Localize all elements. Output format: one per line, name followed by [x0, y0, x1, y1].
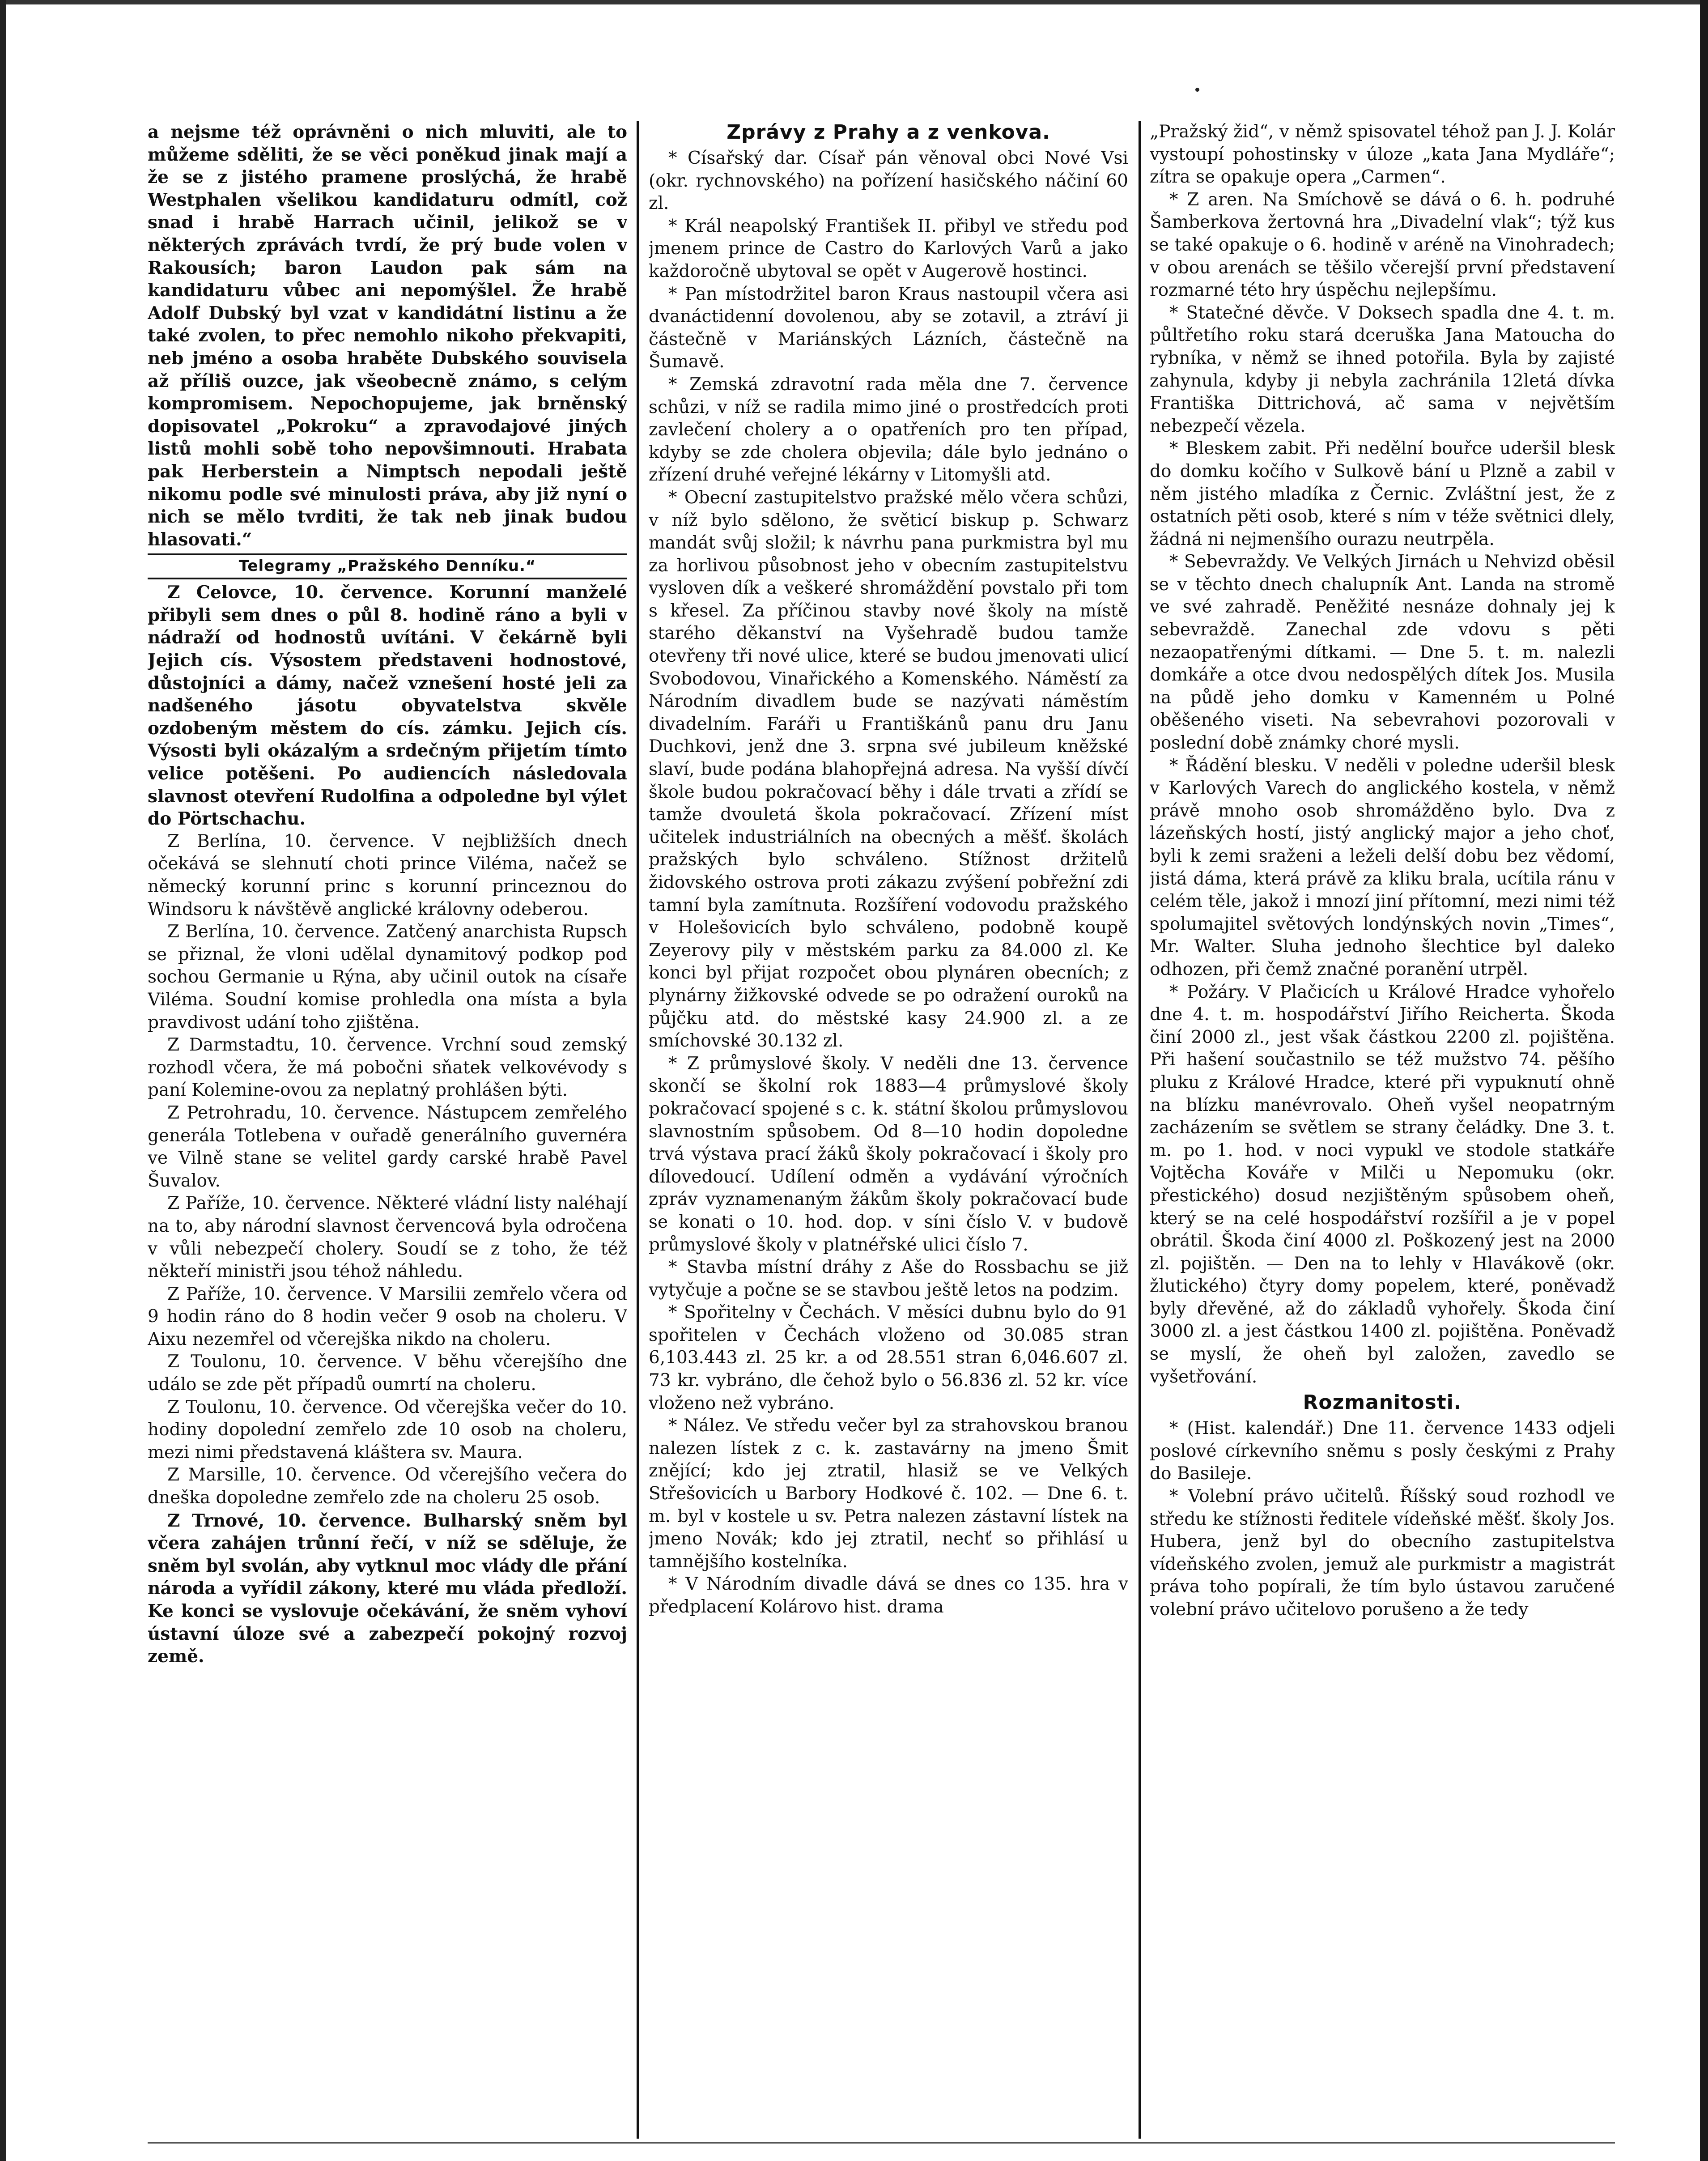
section-divider: [148, 553, 627, 555]
scan-top-edge: [0, 0, 1708, 4]
telegram-item: Z Berlína, 10. července. V nejbližších dnech očekává se slehnutí choti prince Viléma, načež se německý korunní princ s korunní princeznou do Windsoru k návštěvě anglické královny odeberou.: [148, 831, 627, 919]
telegram-item: Z Berlína, 10. července. Zatčený anarchista Rupsch se přiznal, že vloni udělal dynamitový podkop pod sochou Germanie u Rýna, aby učinil outok na císaře Viléma. Soudní komise prohledla ona místa a byla pravdivost udání toho zjištěna.: [148, 922, 627, 1033]
news-item: „Pražský žid“, v němž spisovatel téhož pan J. J. Kolár vystoupí pohostinsky v úloze „kata Jana Mydláře“; zítra se opakuje opera „Carmen“.: [1150, 122, 1615, 187]
news-item: * Z aren. Na Smíchově se dává o 6. h. podruhé Šamberkova žertovná hra „Divadelní vlak“; týž kus se také opakuje o 6. hodině v aréně na Vinohradech; v obou arenách se těšilo včerejší první představení rozmarné této hry úspěchu nejlepšímu.: [1150, 189, 1615, 301]
telegram-item: Z Paříže, 10. července. Některé vládní listy naléhají na to, aby národní slavnost červencová byla odročena v vůli nebezpečí cholery. Soudí se z toho, že též někteří ministři jsou téhož náhledu.: [148, 1193, 627, 1282]
telegram-section-heading: Telegramy „Pražského Denníku.“: [238, 557, 536, 575]
news-item: * Spořitelny v Čechách. V měsíci dubnu bylo do 91 spořitelen v Čechách vloženo od 30.085 stran 6,103.443 zl. 25 kr. a od 28.551 stran 6,046.607 zl. 73 kr. vybráno, dle čehož bylo o 56.836 zl. 52 kr. více vloženo než vybráno.: [649, 1302, 1128, 1413]
column-middle: [649, 121, 1128, 2139]
page-bottom-rule: [148, 2142, 1615, 2144]
column-right: [1150, 121, 1615, 2139]
scan-right-edge: [1700, 0, 1708, 2161]
news-item: * (Hist. kalendář.) Dne 11. července 1433 odjeli poslové církevního sněmu s posly českými z Prahy do Basileje.: [1150, 1418, 1615, 1484]
column-rule: [1139, 121, 1141, 2139]
news-item: * Statečné děvče. V Doksech spadla dne 4. t. m. půltřetího roku stará dceruška Jana Matoucha do rybníka, v němž se ihned potořila. Byla by zajisté zahynula, kdyby ji nebyla zachránila 12letá dívka Františka Dittrichová, ač sama v největším nebezpečí vězela.: [1150, 302, 1615, 436]
telegram-item: Z Toulonu, 10. července. Od včerejška večer do 10. hodiny dopolední zemřelo zde 10 osob na choleru, mezi nimi představená kláštera sv. Maura.: [148, 1397, 627, 1463]
news-item: * Řádění blesku. V neděli v poledne uderšil blesk v Karlových Varech do anglického kostela, v němž právě mnoho osob shromážděno bylo. Dva z lázeňských hostí, jistý anglický major a jeho choť, byli k zemi sraženi a leželi delší dobu bez vědomí, jistá dáma, která právě za kliku brala, ucítila ránu v celém těle, jakož i mnozí jiní přítomní, mezi nimi též spolumajitel světových londýnských novin „Times“, Mr. Walter. Sluha jednoho šlechtice byl daleko odhozen, při čemž značné poranění utrpěl.: [1150, 755, 1615, 979]
news-item: * Pan místodržitel baron Kraus nastoupil včera asi dvanáctidenní dovolenou, aby se zotavil, a ztráví ji částečně v Mariánských Lázních, částečně na Šumavě.: [649, 284, 1128, 372]
telegram-item: Z Petrohradu, 10. července. Nástupcem zemřelého generála Totlebena v ouřadě generálního guvernéra ve Vilně stane se velitel gardy carské hrabě Pavel Šuvalov.: [148, 1102, 627, 1191]
section-heading-prague-news: Zprávy z Prahy a z venkova.: [727, 121, 1050, 144]
news-item: * Stavba místní dráhy z Aše do Rossbachu se již vytyčuje a počne se se stavbou ještě letos na podzim.: [649, 1257, 1128, 1300]
telegram-item: Z Celovce, 10. července. Korunní manželé přibyli sem dnes o půl 8. hodině ráno a byli v nádraží od hodnostů uvítáni. V čekárně byli Jejich cís. Výsostem představeni hodnostové, důstojníci a dámy, načež vznešení hosté jeli za nadšeného jásotu obyvatelstva skvěle ozdobeným městem do cís. zámku. Jejich cís. Výsosti byli okázalým a srdečným přijetím tímto velice potěšeni. Po audiencích následovala slavnost otevření Rudolfina a odpoledne byl výlet do Pörtschachu.: [148, 582, 627, 830]
telegram-item: Z Trnové, 10. července. Bulharský sněm byl včera zahájen trůnní řečí, v níž se sděluje, že sněm byl svolán, aby vytknul moc vlády dle přání národa a vyřídil zákony, které mu vláda předloží. Ke konci se vyslovuje očekávání, že sněm vyhoví ústavní úloze své a zabezpečí pokojný rozvoj země.: [148, 1510, 627, 1667]
news-item: * Nález. Ve středu večer byl za strahovskou branou nalezen lístek z c. k. zastavárny na jmeno Šmit znějící; kdo jej ztratil, hlasiž se ve Velkých Střešovicích u Barbory Hodkové č. 102. — Dne 6. t. m. byl v kostele u sv. Petra nalezen zástavní lístek na jmeno Novák; kdo jej ztratil, nechť so přihlásí u tamnějšího kostelníka.: [649, 1416, 1128, 1572]
column-left: [148, 121, 627, 2139]
news-item: * Sebevraždy. Ve Velkých Jirnách u Nehvizd oběsil se v těchto dnech chalupník Ant. Landa na stromě ve své zahradě. Peněžité nesnáze dohnaly jej k sebevraždě. Zanechal zde vdovu s pěti nezaopatřenými dítkami. — Dne 5. t. m. nalezli domkáře a otce dvou nedospělých dítek Jos. Musila na půdě jeho domku v Kamenném u Polné oběšeného viseti. Na sebevrahovi pozorovali v poslední době známky choré mysli.: [1150, 552, 1615, 753]
scan-left-edge: [0, 0, 6, 2161]
news-item: * Z průmyslové školy. V neděli dne 13. července skončí se školní rok 1883—4 průmyslové školy pokračovací spojené s c. k. státní školou průmyslovou slavnostním spůsobem. Od 8—10 hodin dopoledne trvá výstava prací žáků školy pokračovací i školy pro dílovedoucí. Udílení odměn a vydávání výročních zpráv vyznamenaným žákům školy pokračovací bude se konati o 10. hod. dop. v síni číslo V. v budově průmyslové školy v platnéřské ulici číslo 7.: [649, 1053, 1128, 1255]
section-heading-miscellany: Rozmanitosti.: [1303, 1391, 1462, 1414]
news-item: * Požáry. V Plačicích u Králové Hradce vyhořelo dne 4. t. m. hospodářství Jiřího Reicherta. Škoda činí 2000 zl., jest však částkou 2200 zl. pojištěna. Při hašení součastnilo se též mužstvo 74. pěšího pluku z Králové Hradce, které při vypuknutí ohně na blízku manévrovalo. Oheň vyšel neopatrným zacházením se světlem se strany čeládky. Dne 3. t. m. po 1. hod. v noci vypukl ve stodole statkáře Vojtěcha Kováře v Milči u Nepomuku (okr. přestického) dosud nezjištěným spůsobem oheň, který se na celé hospodářství rozšířil a je v popel obrátil. Škoda činí 4000 zl. Poškozený jest na 2000 zl. pojištěn. — Den na to lehly v Hlavákově (okr. žlutického) čtyry domy popelem, které, poněvadž byly dřevěné, až do základů vyhořely. Škoda činí 3000 zl. a jest částkou 1400 zl. pojištěna. Poněvadž se myslí, že oheň byl založen, zavedlo se vyšetřování.: [1150, 982, 1615, 1387]
news-item: * Obecní zastupitelstvo pražské mělo včera schůzi, v níž bylo sdělono, že světicí biskup p. Schwarz mandát svůj složil; k návrhu pana purkmistra byl mu za horlivou působnost jeho v obecním zastupitelstvu vysloven dík a veškeré shromáždění povstalo při tom s křesel. Za příčinou stavby nové školy na místě starého děkanství na Vyšehradě budou tamže otevřeny tři nové ulice, které se budou jmenovati ulicí Svobodovou, Vinařického a Komenského. Náměstí za Národním divadlem bude se nazývati náměstím divadelním. Faráři u Františkánů panu dru Janu Duchkovi, jenž dne 3. srpna své jubileum kněžské slaví, bude podána blahopřejná adresa. Na vyšší dívčí škole budou pokračovací běhy i dále trvati a zřídí se tamže dvouletá škola pokračovací. Zřízení míst učitelek industriálních na obecných a měšť. školách pražských bylo schváleno. Stížnost držitelů židovského ostrova proti zákazu zvýšení pobřežní zdi tamní byla zamítnuta. Rozšíření vodovodu pražského v Holešovicích bylo schváleno, podobně koupě Zeyerovy pily v městském parku za 84.000 zl. Ke konci byl přijat rozpočet obou plynáren obecních; z plynárny žižkovské odvede se po odražení ouroků na půjčku atd. do městské kasy 24.900 zl. a ze smíchovské 30.132 zl.: [649, 487, 1128, 1051]
ink-speck: [1195, 88, 1199, 92]
news-item: * Zemská zdravotní rada měla dne 7. července schůzi, v níž se radila mimo jiné o prostředcích proti zavlečení cholery a o opatřeních pro ten případ, kdyby se zde cholera objevila; dále bylo jednáno o zřízení druhé veřejné lékárny v Litomyšli atd.: [649, 374, 1128, 485]
telegram-item: Z Paříže, 10. července. V Marsilii zemřelo včera od 9 hodin ráno do 8 hodin večer 9 osob na choleru. V Aixu nezemřel od včerejška nikdo na choleru.: [148, 1284, 627, 1349]
column-rule: [637, 121, 639, 2139]
telegram-item: Z Marsille, 10. července. Od včerejšího večera do dneška dopoledne zemřelo zde na choleru 25 osob.: [148, 1465, 627, 1508]
news-item: * Bleskem zabit. Při nedělní bouřce uderšil blesk do domku kočího v Sulkově bání u Plzně a zabil v něm jistého mladíka z Černic. Zvláštní jest, že z ostatních pěti osob, které s ním v téže světnici dlely, žádná ni nejmenšího ourazu neutrpěla.: [1150, 438, 1615, 549]
telegram-item: Z Toulonu, 10. července. V běhu včerejšího dne událo se zde pět případů oumrtí na choleru.: [148, 1352, 627, 1395]
telegram-item: Z Darmstadtu, 10. července. Vrchní soud zemský rozhodl včera, že má pobočni sňatek velkovévody s paní Kolemine-ovou za neplatný prohlášen býti.: [148, 1035, 627, 1101]
news-item: * Volební právo učitelů. Říšský soud rozhodl ve středu ke stížnosti ředitele vídeňské měšť. školy Jos. Hubera, jenž byl do obecního zastupitelstva vídeňského zvolen, jemuž ale purkmistr a magistrát práva toho popírali, že tím bylo ústavou zaručené volební právo učitelovo porušeno a že tedy: [1150, 1486, 1615, 1620]
news-item: * V Národním divadle dává se dnes co 135. hra v předplacení Kolárovo hist. drama: [649, 1574, 1128, 1617]
news-item: * Král neapolský František II. přibyl ve středu pod jmenem prince de Castro do Karlových Varů a jako každoročně ubytoval se opět v Augerově hostinci.: [649, 216, 1128, 281]
article-paragraph: a nejsme též oprávněni o nich mluviti, ale to můžeme sděliti, že se věci poněkud jinak mají a že se z jistého pramene proslýchá, že hrabě Westphalen všelikou kandidaturu odmítl, což snad i hrabě Harrach učinil, jelikož se v některých zprávách tvrdí, že prý bude volen v Rakousích; baron Laudon pak sám na kandidaturu vůbec ani nepomýšlel. Že hrabě Adolf Dubský byl vzat v kandidátní listinu a že také zvolen, to přec nemohlo nikoho překvapiti, neb jméno a osoba hraběte Dubského souvisela až příliš ouzce, jak všeobecně známo, s celým kompromisem. Nepochopujeme, jak brněnský dopisovatel „Pokroku“ a zpravodajové jiných listů mohli sobě toho nepovšimnouti. Hrabata pak Herberstein a Nimptsch nepodali ještě nikomu podle své minulosti práva, aby již nyní o nich se mělo tvrditi, že tak neb jinak budou hlasovati.“: [148, 122, 627, 550]
section-divider: [148, 578, 627, 579]
newspaper-page: [148, 121, 1615, 2139]
news-item: * Císařský dar. Císař pán věnoval obci Nové Vsi (okr. rychnovského) na pořízení hasičského náčiní 60 zl.: [649, 148, 1128, 214]
